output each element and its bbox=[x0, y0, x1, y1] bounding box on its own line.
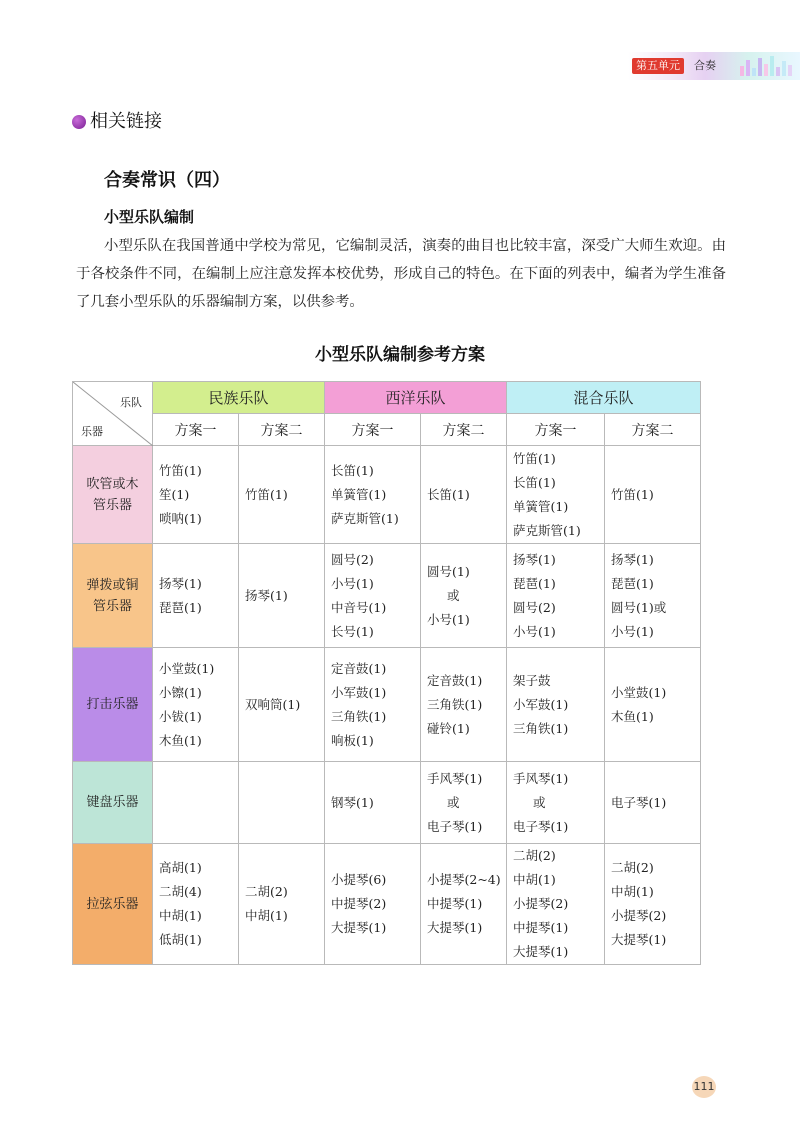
instrument: 笙(1) bbox=[159, 486, 190, 502]
instrument: 扬琴(1) bbox=[245, 587, 288, 603]
instrument: 或 bbox=[447, 587, 460, 603]
instrument: 单簧管(1) bbox=[331, 486, 387, 502]
instrument: 大提琴(1) bbox=[427, 920, 483, 935]
corner-label-instrument: 乐器 bbox=[81, 425, 103, 438]
instrument: 小堂鼓(1) bbox=[611, 684, 667, 700]
category-cell bbox=[73, 544, 153, 648]
instrument: 圆号(2) bbox=[331, 551, 374, 567]
instrument-cell bbox=[325, 446, 421, 544]
instrument: 低胡(1) bbox=[159, 932, 202, 947]
instrument: 萨克斯管(1) bbox=[513, 522, 581, 538]
body-paragraph: 小型乐队在我国普通中学校为常见，它编制灵活，演奏的曲目也比较丰富，深受广大师生欢迎。由于各校条件不同，在编制上应注意发挥本校优势，形成自己的特色。在下面的列表中，编者为学生准备了几套小型乐队的乐器编制方案，以供参考。 bbox=[76, 238, 726, 310]
instrument-cell bbox=[605, 446, 701, 544]
instrument: 小军鼓(1) bbox=[331, 684, 387, 700]
instrument-cell bbox=[605, 544, 701, 648]
instrument-cell bbox=[421, 648, 507, 762]
category-line: 管乐器 bbox=[92, 598, 132, 614]
plan-header: 方案一 bbox=[507, 414, 605, 446]
instrument: 小号(1) bbox=[427, 611, 470, 627]
table-corner bbox=[73, 382, 153, 446]
instrument-cell bbox=[421, 844, 507, 965]
instrument: 中音号(1) bbox=[331, 599, 387, 615]
instrument: 或 bbox=[447, 794, 460, 810]
table-row bbox=[73, 844, 701, 965]
instrument: 中胡(1) bbox=[513, 872, 556, 887]
section-heading: 相关链接 bbox=[90, 111, 162, 132]
instrument: 圆号(1) bbox=[427, 563, 470, 579]
table-title: 小型乐队编制参考方案 bbox=[315, 345, 485, 365]
table-row bbox=[73, 446, 701, 544]
unit-title: 合奏 bbox=[694, 59, 716, 72]
instrument-cell bbox=[325, 648, 421, 762]
instrument-cell bbox=[507, 446, 605, 544]
instrument: 小镲(1) bbox=[159, 684, 202, 700]
instrument-cell bbox=[507, 762, 605, 844]
instrument: 大提琴(1) bbox=[513, 944, 569, 959]
plan-header: 方案一 bbox=[325, 414, 421, 446]
instrument: 大提琴(1) bbox=[611, 932, 667, 947]
instrument: 二胡(2) bbox=[245, 884, 288, 899]
instrument: 钢琴(1) bbox=[331, 794, 374, 810]
instrument: 木鱼(1) bbox=[159, 732, 202, 748]
plan-header: 方案一 bbox=[153, 414, 239, 446]
instrument: 架子鼓 bbox=[513, 672, 551, 688]
section-subsubtitle: 小型乐队编制 bbox=[104, 208, 195, 226]
instrument: 中胡(1) bbox=[245, 908, 288, 923]
plan-header: 方案二 bbox=[421, 414, 507, 446]
group-header-national: 民族乐队 bbox=[153, 382, 325, 414]
instrument-cell bbox=[421, 446, 507, 544]
instrument: 唢呐(1) bbox=[159, 510, 202, 526]
category-line: 管乐器 bbox=[92, 497, 132, 513]
instrument: 长笛(1) bbox=[427, 486, 470, 502]
instrument: 三角铁(1) bbox=[331, 708, 387, 724]
instrument: 二胡(2) bbox=[611, 860, 654, 875]
instrument: 二胡(4) bbox=[159, 884, 202, 899]
instrument: 小钹(1) bbox=[159, 708, 202, 724]
page-number: 111 bbox=[692, 1076, 716, 1098]
unit-badge: 第五单元 bbox=[632, 58, 684, 74]
instrument-cell bbox=[153, 544, 239, 648]
instrument: 小提琴(2~4) bbox=[427, 872, 501, 887]
instrument: 中胡(1) bbox=[611, 884, 654, 899]
category-cell bbox=[73, 844, 153, 965]
instrument-cell-empty bbox=[239, 762, 325, 844]
instrument: 中胡(1) bbox=[159, 908, 202, 923]
category-line: 拉弦乐器 bbox=[86, 896, 139, 912]
instrument-cell bbox=[421, 762, 507, 844]
category-line: 键盘乐器 bbox=[86, 795, 139, 810]
instrument: 竹笛(1) bbox=[611, 486, 654, 502]
instrument: 电子琴(1) bbox=[427, 818, 483, 834]
instrument: 三角铁(1) bbox=[513, 720, 569, 736]
instrument: 琵琶(1) bbox=[611, 575, 654, 591]
instrument: 定音鼓(1) bbox=[331, 660, 387, 676]
category-cell bbox=[73, 648, 153, 762]
instrument: 木鱼(1) bbox=[611, 708, 654, 724]
table-row bbox=[73, 544, 701, 648]
instrument: 定音鼓(1) bbox=[427, 672, 483, 688]
instrument-cell bbox=[239, 648, 325, 762]
instrument-cell bbox=[507, 648, 605, 762]
instrument-cell bbox=[325, 544, 421, 648]
instrument: 长笛(1) bbox=[331, 462, 374, 478]
instrument: 高胡(1) bbox=[159, 860, 202, 875]
table-row bbox=[73, 648, 701, 762]
group-header-mixed: 混合乐队 bbox=[507, 382, 701, 414]
table-row bbox=[73, 762, 701, 844]
instrument-cell bbox=[605, 844, 701, 965]
category-cell bbox=[73, 446, 153, 544]
category-line: 吹管或木 bbox=[86, 476, 139, 492]
instrument: 中提琴(1) bbox=[427, 896, 483, 911]
instrument: 竹笛(1) bbox=[245, 486, 288, 502]
instrument: 小提琴(2) bbox=[513, 896, 569, 911]
instrument: 中提琴(2) bbox=[331, 896, 387, 911]
instrument: 长笛(1) bbox=[513, 474, 556, 490]
instrument: 圆号(2) bbox=[513, 599, 556, 615]
section-subtitle: 合奏常识（四） bbox=[104, 170, 230, 191]
instrument-cell bbox=[605, 762, 701, 844]
instrument: 小提琴(6) bbox=[331, 872, 387, 887]
instrument: 电子琴(1) bbox=[513, 818, 569, 834]
instrument: 扬琴(1) bbox=[513, 551, 556, 567]
instrument-cell bbox=[239, 446, 325, 544]
instrument-cell bbox=[153, 844, 239, 965]
instrument: 碰铃(1) bbox=[427, 720, 470, 736]
instrument-cell bbox=[605, 648, 701, 762]
instrument-cell bbox=[153, 648, 239, 762]
instrument: 或 bbox=[533, 794, 546, 810]
instrument: 萨克斯管(1) bbox=[331, 510, 399, 526]
category-line: 打击乐器 bbox=[86, 697, 139, 712]
instrument: 长号(1) bbox=[331, 623, 374, 639]
instrument: 中提琴(1) bbox=[513, 920, 569, 935]
bullet-icon bbox=[72, 115, 86, 129]
plan-header: 方案二 bbox=[605, 414, 701, 446]
instrument: 小号(1) bbox=[611, 623, 654, 639]
instrument: 单簧管(1) bbox=[513, 498, 569, 514]
instrument: 琵琶(1) bbox=[159, 599, 202, 615]
instrument: 小提琴(2) bbox=[611, 908, 667, 923]
instrument: 扬琴(1) bbox=[611, 551, 654, 567]
instrument: 竹笛(1) bbox=[513, 450, 556, 466]
instrument: 电子琴(1) bbox=[611, 794, 667, 810]
category-line: 弹拨或铜 bbox=[86, 577, 139, 593]
instrument: 琵琶(1) bbox=[513, 575, 556, 591]
instrument: 双响筒(1) bbox=[245, 696, 301, 712]
instrument: 手风琴(1) bbox=[427, 770, 483, 786]
corner-label-band: 乐队 bbox=[120, 396, 142, 409]
instrument-cell bbox=[507, 844, 605, 965]
instrument: 竹笛(1) bbox=[159, 462, 202, 478]
instrument-cell bbox=[325, 762, 421, 844]
instrument: 响板(1) bbox=[331, 732, 374, 748]
instrument: 小军鼓(1) bbox=[513, 696, 569, 712]
band-plan-table bbox=[72, 381, 701, 965]
instrument-cell bbox=[153, 446, 239, 544]
instrument-cell bbox=[325, 844, 421, 965]
instrument: 扬琴(1) bbox=[159, 575, 202, 591]
instrument: 二胡(2) bbox=[513, 848, 556, 863]
instrument-cell bbox=[507, 544, 605, 648]
instrument-cell bbox=[421, 544, 507, 648]
instrument-cell bbox=[239, 544, 325, 648]
instrument-cell bbox=[239, 844, 325, 965]
decorative-bars bbox=[738, 54, 796, 76]
plan-header: 方案二 bbox=[239, 414, 325, 446]
instrument: 小堂鼓(1) bbox=[159, 660, 215, 676]
instrument-cell-empty bbox=[153, 762, 239, 844]
instrument: 小号(1) bbox=[513, 623, 556, 639]
instrument: 大提琴(1) bbox=[331, 920, 387, 935]
instrument: 手风琴(1) bbox=[513, 770, 569, 786]
category-cell bbox=[73, 762, 153, 844]
group-header-western: 西洋乐队 bbox=[325, 382, 507, 414]
instrument: 圆号(1)或 bbox=[611, 599, 667, 615]
instrument: 三角铁(1) bbox=[427, 696, 483, 712]
instrument: 小号(1) bbox=[331, 575, 374, 591]
